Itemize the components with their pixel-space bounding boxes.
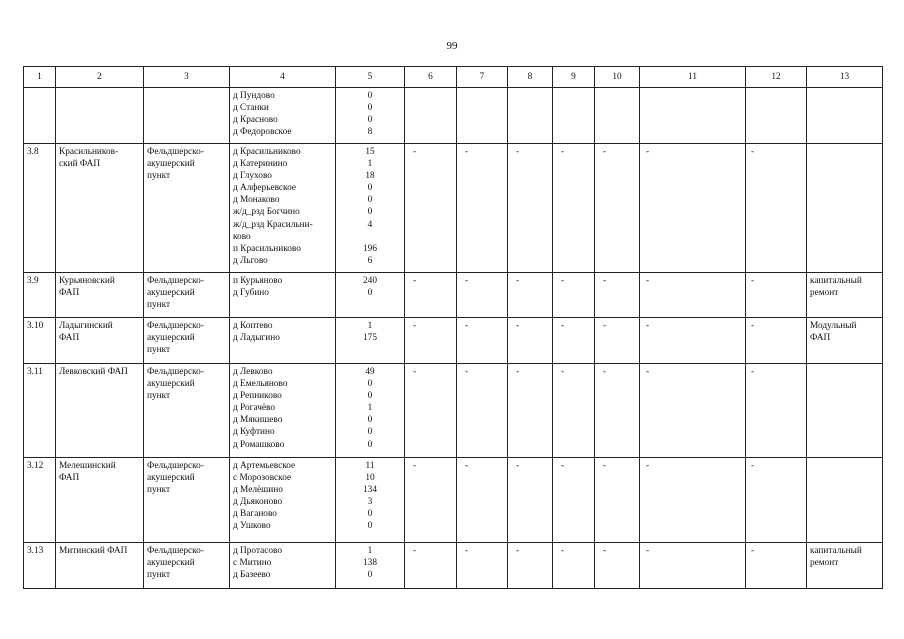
settlement-line: д Алферьевское (233, 183, 296, 194)
settlement-line: д Пундово (233, 91, 275, 101)
population-line: 0 (367, 509, 373, 520)
facility-type-cell (144, 318, 230, 364)
population-line: 18 (365, 171, 375, 182)
population-line: 0 (367, 183, 373, 194)
value-cell: - (640, 458, 746, 543)
note-cell (807, 543, 883, 589)
note-line: капитальный (810, 546, 862, 556)
population-line: 0 (367, 91, 373, 101)
value-cell: - (640, 144, 746, 273)
settlement-line: с Морозовское (233, 473, 292, 484)
header-cell: 6 (405, 67, 457, 88)
value-cell: - (405, 364, 457, 458)
population-cell (336, 364, 405, 458)
table-body (24, 67, 883, 589)
population-line: 175 (363, 333, 377, 344)
population-line: 10 (365, 473, 375, 484)
settlement-line: д Монаково (233, 195, 280, 206)
value-cell: - (640, 364, 746, 458)
value-cell: - (508, 273, 553, 318)
value-cell: - (553, 364, 595, 458)
value-cell: - (553, 273, 595, 318)
settlement-line: д Рогачёво (233, 403, 275, 414)
facility-name-line: ский ФАП (59, 159, 101, 170)
value-cell: - (553, 144, 595, 273)
population-line: 0 (367, 207, 373, 218)
facility-type-line: пункт (147, 300, 171, 311)
facility-name-cell (56, 318, 144, 364)
population-line: 1 (367, 546, 373, 556)
value-cell: - (746, 364, 807, 458)
facility-name-cell (56, 273, 144, 318)
population-line: 11 (365, 461, 375, 471)
row-number-cell: 3.12 (24, 458, 56, 543)
population-cell (336, 88, 405, 144)
note-line: капитальный (810, 276, 862, 286)
note-cell (807, 364, 883, 458)
population-line: 0 (367, 570, 373, 581)
settlement-line: д Катеринино (233, 159, 288, 170)
facility-type-line: пункт (147, 570, 171, 581)
population-line: 138 (363, 558, 377, 569)
value-cell (508, 88, 553, 144)
population-line: 196 (363, 243, 377, 254)
population-line: 1 (367, 321, 373, 331)
facility-name-cell (56, 88, 144, 144)
settlements-cell (230, 318, 336, 364)
settlement-line: д Красильниково (233, 147, 301, 157)
facility-type-line: Фельдшерско- (147, 546, 204, 556)
population-line: 1 (367, 159, 373, 170)
population-line: 0 (367, 115, 373, 126)
header-cell: 1 (24, 67, 56, 88)
population-line: 6 (367, 255, 373, 266)
value-cell: - (746, 458, 807, 543)
settlement-line: ково (233, 231, 251, 242)
table-row (24, 144, 883, 273)
facility-name-cell (56, 458, 144, 543)
value-cell: - (457, 458, 508, 543)
row-number-cell: 3.9 (24, 273, 56, 318)
population-cell (336, 318, 405, 364)
value-cell: - (746, 273, 807, 318)
settlement-line: д Губино (233, 288, 269, 299)
facility-type-line: пункт (147, 485, 171, 496)
settlement-line: д Коптево (233, 321, 273, 331)
facility-type-line: пункт (147, 345, 171, 356)
population-line: 8 (367, 127, 373, 138)
value-cell: - (405, 543, 457, 589)
value-cell (553, 88, 595, 144)
value-cell: - (746, 543, 807, 589)
value-cell: - (405, 144, 457, 273)
population-line: 0 (367, 439, 373, 450)
value-cell: - (405, 458, 457, 543)
note-cell (807, 458, 883, 543)
population-line (339, 231, 401, 243)
header-cell: 8 (508, 67, 553, 88)
facility-name-line: Красильников- (59, 147, 119, 157)
value-cell: - (595, 543, 640, 589)
settlement-line: д Дьяконово (233, 497, 283, 508)
facility-type-line: Фельдшерско- (147, 367, 204, 377)
note-cell (807, 88, 883, 144)
facility-type-line: пункт (147, 391, 171, 402)
settlement-line: д Станки (233, 103, 269, 114)
settlements-cell (230, 88, 336, 144)
row-number-cell (24, 88, 56, 144)
population-line: 0 (367, 103, 373, 114)
settlement-line: д Ромашково (233, 439, 285, 450)
header-cell: 5 (336, 67, 405, 88)
value-cell: - (553, 458, 595, 543)
value-cell: - (640, 318, 746, 364)
value-cell: - (595, 318, 640, 364)
facility-type-cell (144, 543, 230, 589)
note-line: Модульный (810, 321, 857, 331)
value-cell: - (457, 318, 508, 364)
value-cell: - (508, 543, 553, 589)
note-cell (807, 318, 883, 364)
population-line: 240 (363, 276, 377, 286)
population-line: 0 (367, 288, 373, 299)
population-line: 4 (367, 219, 373, 230)
settlement-line: д Протасово (233, 546, 282, 556)
row-number-cell: 3.10 (24, 318, 56, 364)
header-cell: 7 (457, 67, 508, 88)
header-row (24, 67, 883, 88)
facility-name-cell (56, 543, 144, 589)
settlement-line: п Красильниково (233, 243, 301, 254)
value-cell: - (508, 144, 553, 273)
header-cell: 13 (807, 67, 883, 88)
settlement-line: ж/д_рзд Красильни- (233, 219, 313, 230)
value-cell: - (508, 318, 553, 364)
row-number-cell: 3.8 (24, 144, 56, 273)
settlement-line: д Ушково (233, 521, 271, 532)
value-cell: - (457, 273, 508, 318)
population-line: 49 (365, 367, 375, 377)
settlements-cell (230, 543, 336, 589)
facility-type-line: Фельдшерско- (147, 147, 204, 157)
settlements-cell (230, 458, 336, 543)
facility-type-cell (144, 364, 230, 458)
settlement-line: д Льгово (233, 255, 268, 266)
facility-type-cell (144, 144, 230, 273)
facility-name-line: Левковский ФАП (59, 367, 128, 377)
facilities-table (23, 66, 883, 589)
facility-type-line: акушерский (147, 558, 195, 569)
value-cell: - (508, 364, 553, 458)
table-row (24, 88, 883, 144)
population-line: 0 (367, 195, 373, 206)
settlement-line: с Митино (233, 558, 272, 569)
value-cell (457, 88, 508, 144)
settlement-line: ж/д_рзд Богчино (233, 207, 300, 218)
note-cell (807, 273, 883, 318)
population-line: 0 (367, 391, 373, 402)
value-cell: - (640, 273, 746, 318)
value-cell: - (405, 318, 457, 364)
note-line: ФАП (810, 333, 831, 344)
value-cell: - (508, 458, 553, 543)
facility-type-line: акушерский (147, 333, 195, 344)
facility-type-line: акушерский (147, 473, 195, 484)
header-cell: 9 (553, 67, 595, 88)
facility-name-line: Митинский ФАП (59, 546, 128, 556)
population-line: 15 (365, 147, 375, 157)
population-line: 0 (367, 415, 373, 426)
facility-type-line: Фельдшерско- (147, 461, 204, 471)
facility-name-line: ФАП (59, 288, 80, 299)
population-line: 0 (367, 427, 373, 438)
value-cell: - (595, 144, 640, 273)
settlement-line: д Мякишево (233, 415, 283, 426)
value-cell (746, 88, 807, 144)
table-row (24, 364, 883, 458)
facility-name-line: ФАП (59, 333, 80, 344)
settlement-line: д Ладыгино (233, 333, 280, 344)
population-line: 3 (367, 497, 373, 508)
table-row (24, 318, 883, 364)
population-line: 0 (367, 521, 373, 532)
settlement-line: д Мелёшино (233, 485, 283, 496)
table-row (24, 543, 883, 589)
value-cell: - (457, 543, 508, 589)
row-number-cell: 3.13 (24, 543, 56, 589)
table-row (24, 458, 883, 543)
value-cell: - (595, 458, 640, 543)
table-row (24, 273, 883, 318)
facility-name-line: Курьяновский (59, 276, 115, 286)
facility-name-cell (56, 144, 144, 273)
value-cell: - (746, 144, 807, 273)
facility-type-line: акушерский (147, 379, 195, 390)
settlement-line: п Курьяново (233, 276, 283, 286)
value-cell: - (457, 144, 508, 273)
value-cell (595, 88, 640, 144)
note-line: ремонт (810, 288, 839, 299)
value-cell (405, 88, 457, 144)
value-cell: - (746, 318, 807, 364)
population-cell (336, 273, 405, 318)
facility-type-cell (144, 88, 230, 144)
facility-name-line: Мелешинский (59, 461, 116, 471)
header-cell: 10 (595, 67, 640, 88)
value-cell: - (553, 543, 595, 589)
value-cell (640, 88, 746, 144)
settlements-cell (230, 273, 336, 318)
note-cell (807, 144, 883, 273)
population-line: 134 (363, 485, 377, 496)
value-cell: - (405, 273, 457, 318)
facility-type-line: пункт (147, 171, 171, 182)
facility-type-line: акушерский (147, 159, 195, 170)
value-cell: - (595, 364, 640, 458)
population-line: 0 (367, 379, 373, 390)
header-cell: 12 (746, 67, 807, 88)
population-cell (336, 458, 405, 543)
population-cell (336, 144, 405, 273)
settlement-line: д Ваганово (233, 509, 277, 520)
settlement-line: д Глухово (233, 171, 272, 182)
facility-type-line: Фельдшерско- (147, 276, 204, 286)
value-cell: - (457, 364, 508, 458)
settlement-line: д Репниково (233, 391, 282, 402)
facility-type-cell (144, 273, 230, 318)
facility-type-line: акушерский (147, 288, 195, 299)
header-cell: 11 (640, 67, 746, 88)
facility-name-line: ФАП (59, 473, 80, 484)
header-cell: 3 (144, 67, 230, 88)
note-line: ремонт (810, 558, 839, 569)
settlements-cell (230, 364, 336, 458)
settlement-line: д Артемьевское (233, 461, 296, 471)
value-cell: - (553, 318, 595, 364)
settlement-line: д Куфтино (233, 427, 275, 438)
settlement-line: д Левково (233, 367, 273, 377)
header-cell: 2 (56, 67, 144, 88)
settlements-cell (230, 144, 336, 273)
row-number-cell: 3.11 (24, 364, 56, 458)
population-line: 1 (367, 403, 373, 414)
settlement-line: д Емельяново (233, 379, 288, 390)
facility-type-line: Фельдшерско- (147, 321, 204, 331)
header-cell: 4 (230, 67, 336, 88)
settlement-line: д Федоровское (233, 127, 292, 138)
value-cell: - (640, 543, 746, 589)
facility-name-cell (56, 364, 144, 458)
facility-type-cell (144, 458, 230, 543)
settlement-line: д Базеево (233, 570, 271, 581)
page-number: 99 (446, 40, 458, 52)
facility-name-line: Ладыгинский (59, 321, 113, 331)
settlement-line: д Красново (233, 115, 278, 126)
population-cell (336, 543, 405, 589)
value-cell: - (595, 273, 640, 318)
